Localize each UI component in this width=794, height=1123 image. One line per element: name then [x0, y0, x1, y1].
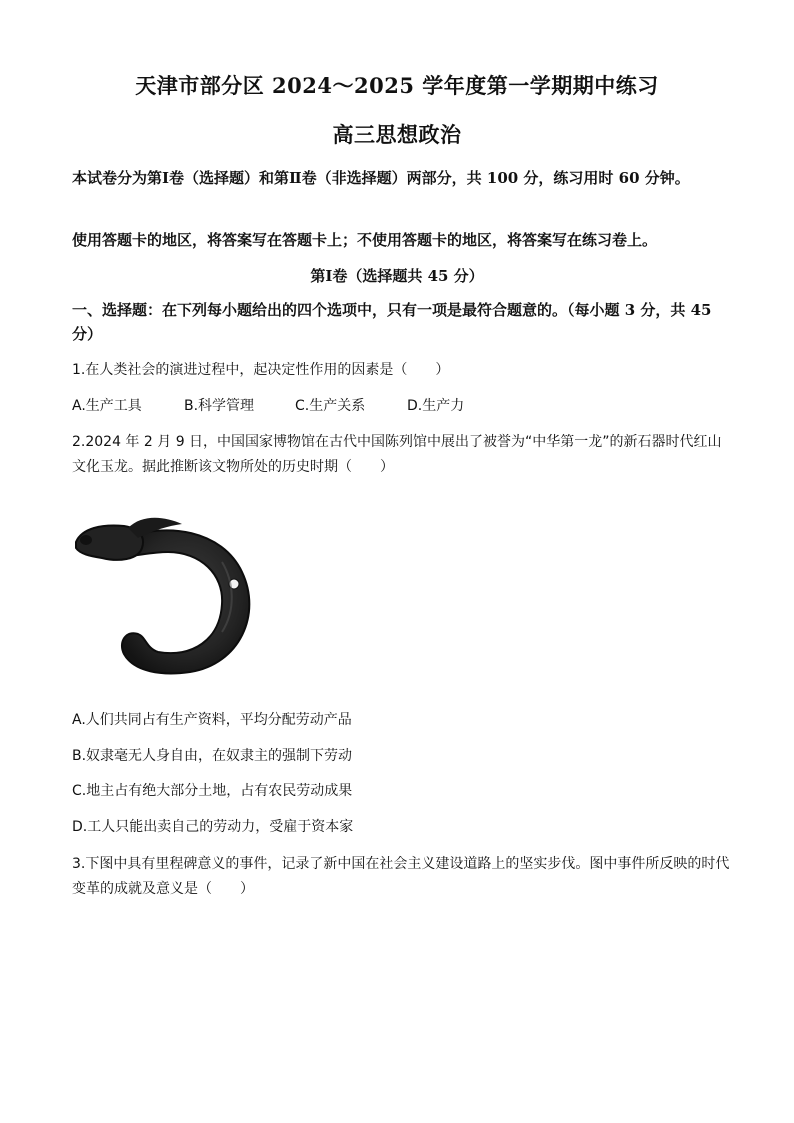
question-1-option-b: B.科学管理	[184, 398, 255, 414]
section-heading: 第Ⅰ卷（选择题共 45 分）	[310, 267, 484, 285]
question-2-option-d: D.工人只能出卖自己的劳动力，受雇于资本家	[72, 819, 354, 835]
question-1-option-c: C.生产关系	[295, 398, 366, 414]
question-2-stem: 2.2024 年 2 月 9 日，中国国家博物馆在古代中国陈列馆中展出了被誉为“中华第一龙”的新石器时代红山文化玉龙。据此推断该文物所处的历史时期（ ）	[72, 434, 722, 475]
instruction-paper-structure: 本试卷分为第Ⅰ卷（选择题）和第Ⅱ卷（非选择题）两部分，共 100 分，练习用时 60 分钟。	[72, 169, 690, 187]
question-1-option-d: D.生产力	[407, 398, 465, 414]
part-one-intro: 一、选择题：在下列每小题给出的四个选项中，只有一项是最符合题意的。（每小题 3 分，共 45 分）	[72, 301, 712, 343]
instruction-answer-location: 使用答题卡的地区，将答案写在答题卡上；不使用答题卡的地区，将答案写在练习卷上。	[72, 231, 658, 249]
question-1-option-a: A.生产工具	[72, 398, 142, 414]
question-1-stem: 1.在人类社会的演进过程中，起决定性作用的因素是（ ）	[72, 362, 450, 378]
question-1-options	[72, 395, 464, 415]
subject-title: 高三思想政治	[332, 122, 462, 147]
question-2-option-a: A.人们共同占有生产资料，平均分配劳动产品	[72, 712, 352, 728]
question-2-option-c: C.地主占有绝大部分土地，占有农民劳动成果	[72, 783, 353, 799]
exam-title: 天津市部分区 2024～2025 学年度第一学期期中练习	[135, 73, 659, 98]
question-2-option-b: B.奴隶毫无人身自由，在奴隶主的强制下劳动	[72, 748, 353, 764]
question-3-stem: 3.下图中具有里程碑意义的事件，记录了新中国在社会主义建设道路上的坚实步伐。图中事件所反映的时代变革的成就及意义是（ ）	[72, 856, 730, 897]
jade-dragon-artifact-image	[72, 492, 272, 692]
